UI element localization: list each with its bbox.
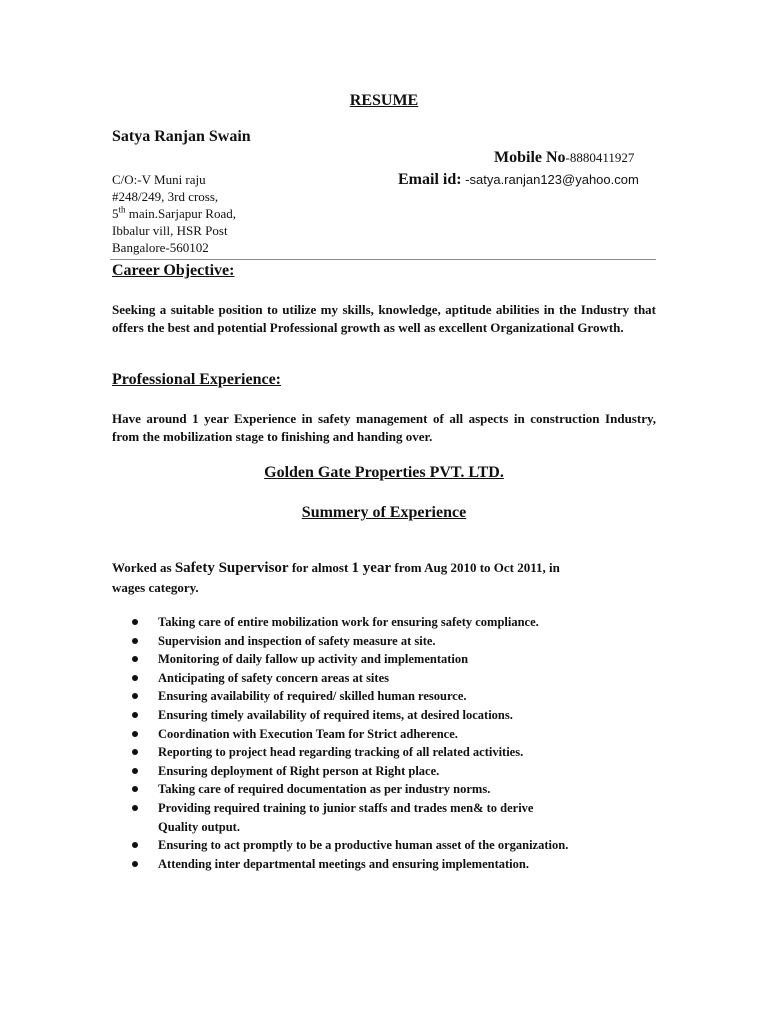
work-summary-line-2: wages category.: [112, 580, 199, 595]
list-item: [112, 799, 672, 836]
address-line-1: C/O:-V Muni raju: [112, 172, 206, 187]
list-item: [112, 669, 672, 688]
job-role: Safety Supervisor: [174, 560, 289, 576]
list-item: [112, 780, 672, 799]
work-summary-part-3: from Aug 2010 to Oct 2011, in: [391, 560, 560, 575]
address-line-4: Ibbalur vill, HSR Post: [112, 223, 228, 238]
address-line-2: #248/249, 3rd cross,: [112, 189, 219, 204]
bullet-icon: [132, 842, 138, 848]
list-item: [112, 706, 672, 725]
company-name: Golden Gate Properties PVT. LTD.: [264, 464, 504, 481]
career-objective-text: Seeking a suitable position to utilize my skills, knowledge, aptitude abilities in the Industry that offers the best and potential Professional growth as well as excellent Organizational Growth.: [112, 302, 656, 335]
list-item: [112, 855, 672, 874]
email-value: -satya.ranjan123@yahoo.com: [461, 172, 639, 187]
mobile-label: Mobile No: [494, 149, 566, 166]
list-item-text: Taking care of required documentation as per industry norms.: [158, 782, 491, 797]
list-item-text: Reporting to project head regarding tracking of all related activities.: [158, 745, 524, 760]
summary-heading: Summery of Experience: [301, 504, 467, 521]
responsibilities-list: [112, 613, 672, 873]
list-item: [112, 687, 672, 706]
list-item-continuation: Quality output.: [158, 819, 240, 834]
bullet-icon: [132, 861, 138, 867]
resume-title: RESUME: [349, 92, 419, 109]
professional-experience-heading: Professional Experience:: [112, 371, 282, 388]
email-label: Email id:: [398, 171, 462, 188]
bullet-icon: [132, 712, 138, 718]
job-duration: 1 year: [351, 560, 392, 576]
address-line-3-number: 5: [112, 206, 119, 221]
list-item: [112, 613, 672, 632]
candidate-name: Satya Ranjan Swain: [112, 128, 251, 145]
bullet-icon: [132, 675, 138, 681]
list-item-text: Coordination with Execution Team for Strict adherence.: [158, 726, 458, 741]
list-item: [112, 632, 672, 651]
bullet-icon: [132, 693, 138, 699]
address-line-3-suffix: th: [118, 204, 126, 215]
list-item-text: Anticipating of safety concern areas at sites: [158, 670, 389, 685]
header-divider: [110, 259, 656, 260]
address-line-5: Bangalore-560102: [112, 240, 209, 255]
work-summary-part-1: Worked as: [112, 560, 175, 575]
bullet-icon: [132, 749, 138, 755]
list-item: [112, 725, 672, 744]
list-item-text: Supervision and inspection of safety measure at site.: [158, 633, 436, 648]
list-item: [112, 650, 672, 669]
list-item-text: Ensuring timely availability of required items, at desired locations.: [158, 707, 513, 722]
bullet-icon: [132, 768, 138, 774]
professional-experience-text: Have around 1 year Experience in safety management of all aspects in construction Industry, from the mobilization stage to finishing and handing over.: [112, 411, 656, 444]
bullet-icon: [132, 638, 138, 644]
list-item: [112, 762, 672, 781]
list-item-text: Ensuring to act promptly to be a productive human asset of the organization.: [158, 838, 569, 853]
list-item: [112, 743, 672, 762]
bullet-icon: [132, 731, 138, 737]
list-item-text: Ensuring availability of required/ skilled human resource.: [158, 689, 467, 704]
email-address: [398, 171, 639, 189]
list-item-text: Taking care of entire mobilization work for ensuring safety compliance.: [158, 615, 539, 629]
mobile-value: -8880411927: [565, 150, 635, 165]
list-item-text: Providing required training to junior staffs and trades men& to derive: [158, 800, 534, 815]
address-line-3: [112, 205, 236, 222]
address-line-3-rest: main.Sarjapur Road,: [125, 206, 236, 221]
bullet-icon: [132, 786, 138, 792]
bullet-icon: [132, 805, 138, 811]
career-objective-heading: Career Objective:: [112, 262, 235, 279]
list-item: [112, 836, 672, 855]
list-item-text: Monitoring of daily fallow up activity and implementation: [158, 652, 469, 667]
mobile-number: [494, 149, 634, 167]
work-summary-part-2: for almost: [288, 560, 352, 575]
bullet-icon: [132, 619, 138, 625]
work-summary: [112, 558, 560, 597]
bullet-icon: [132, 656, 138, 662]
list-item-text: Ensuring deployment of Right person at Right place.: [158, 763, 440, 778]
list-item-text: Attending inter departmental meetings and ensuring implementation.: [158, 856, 529, 871]
